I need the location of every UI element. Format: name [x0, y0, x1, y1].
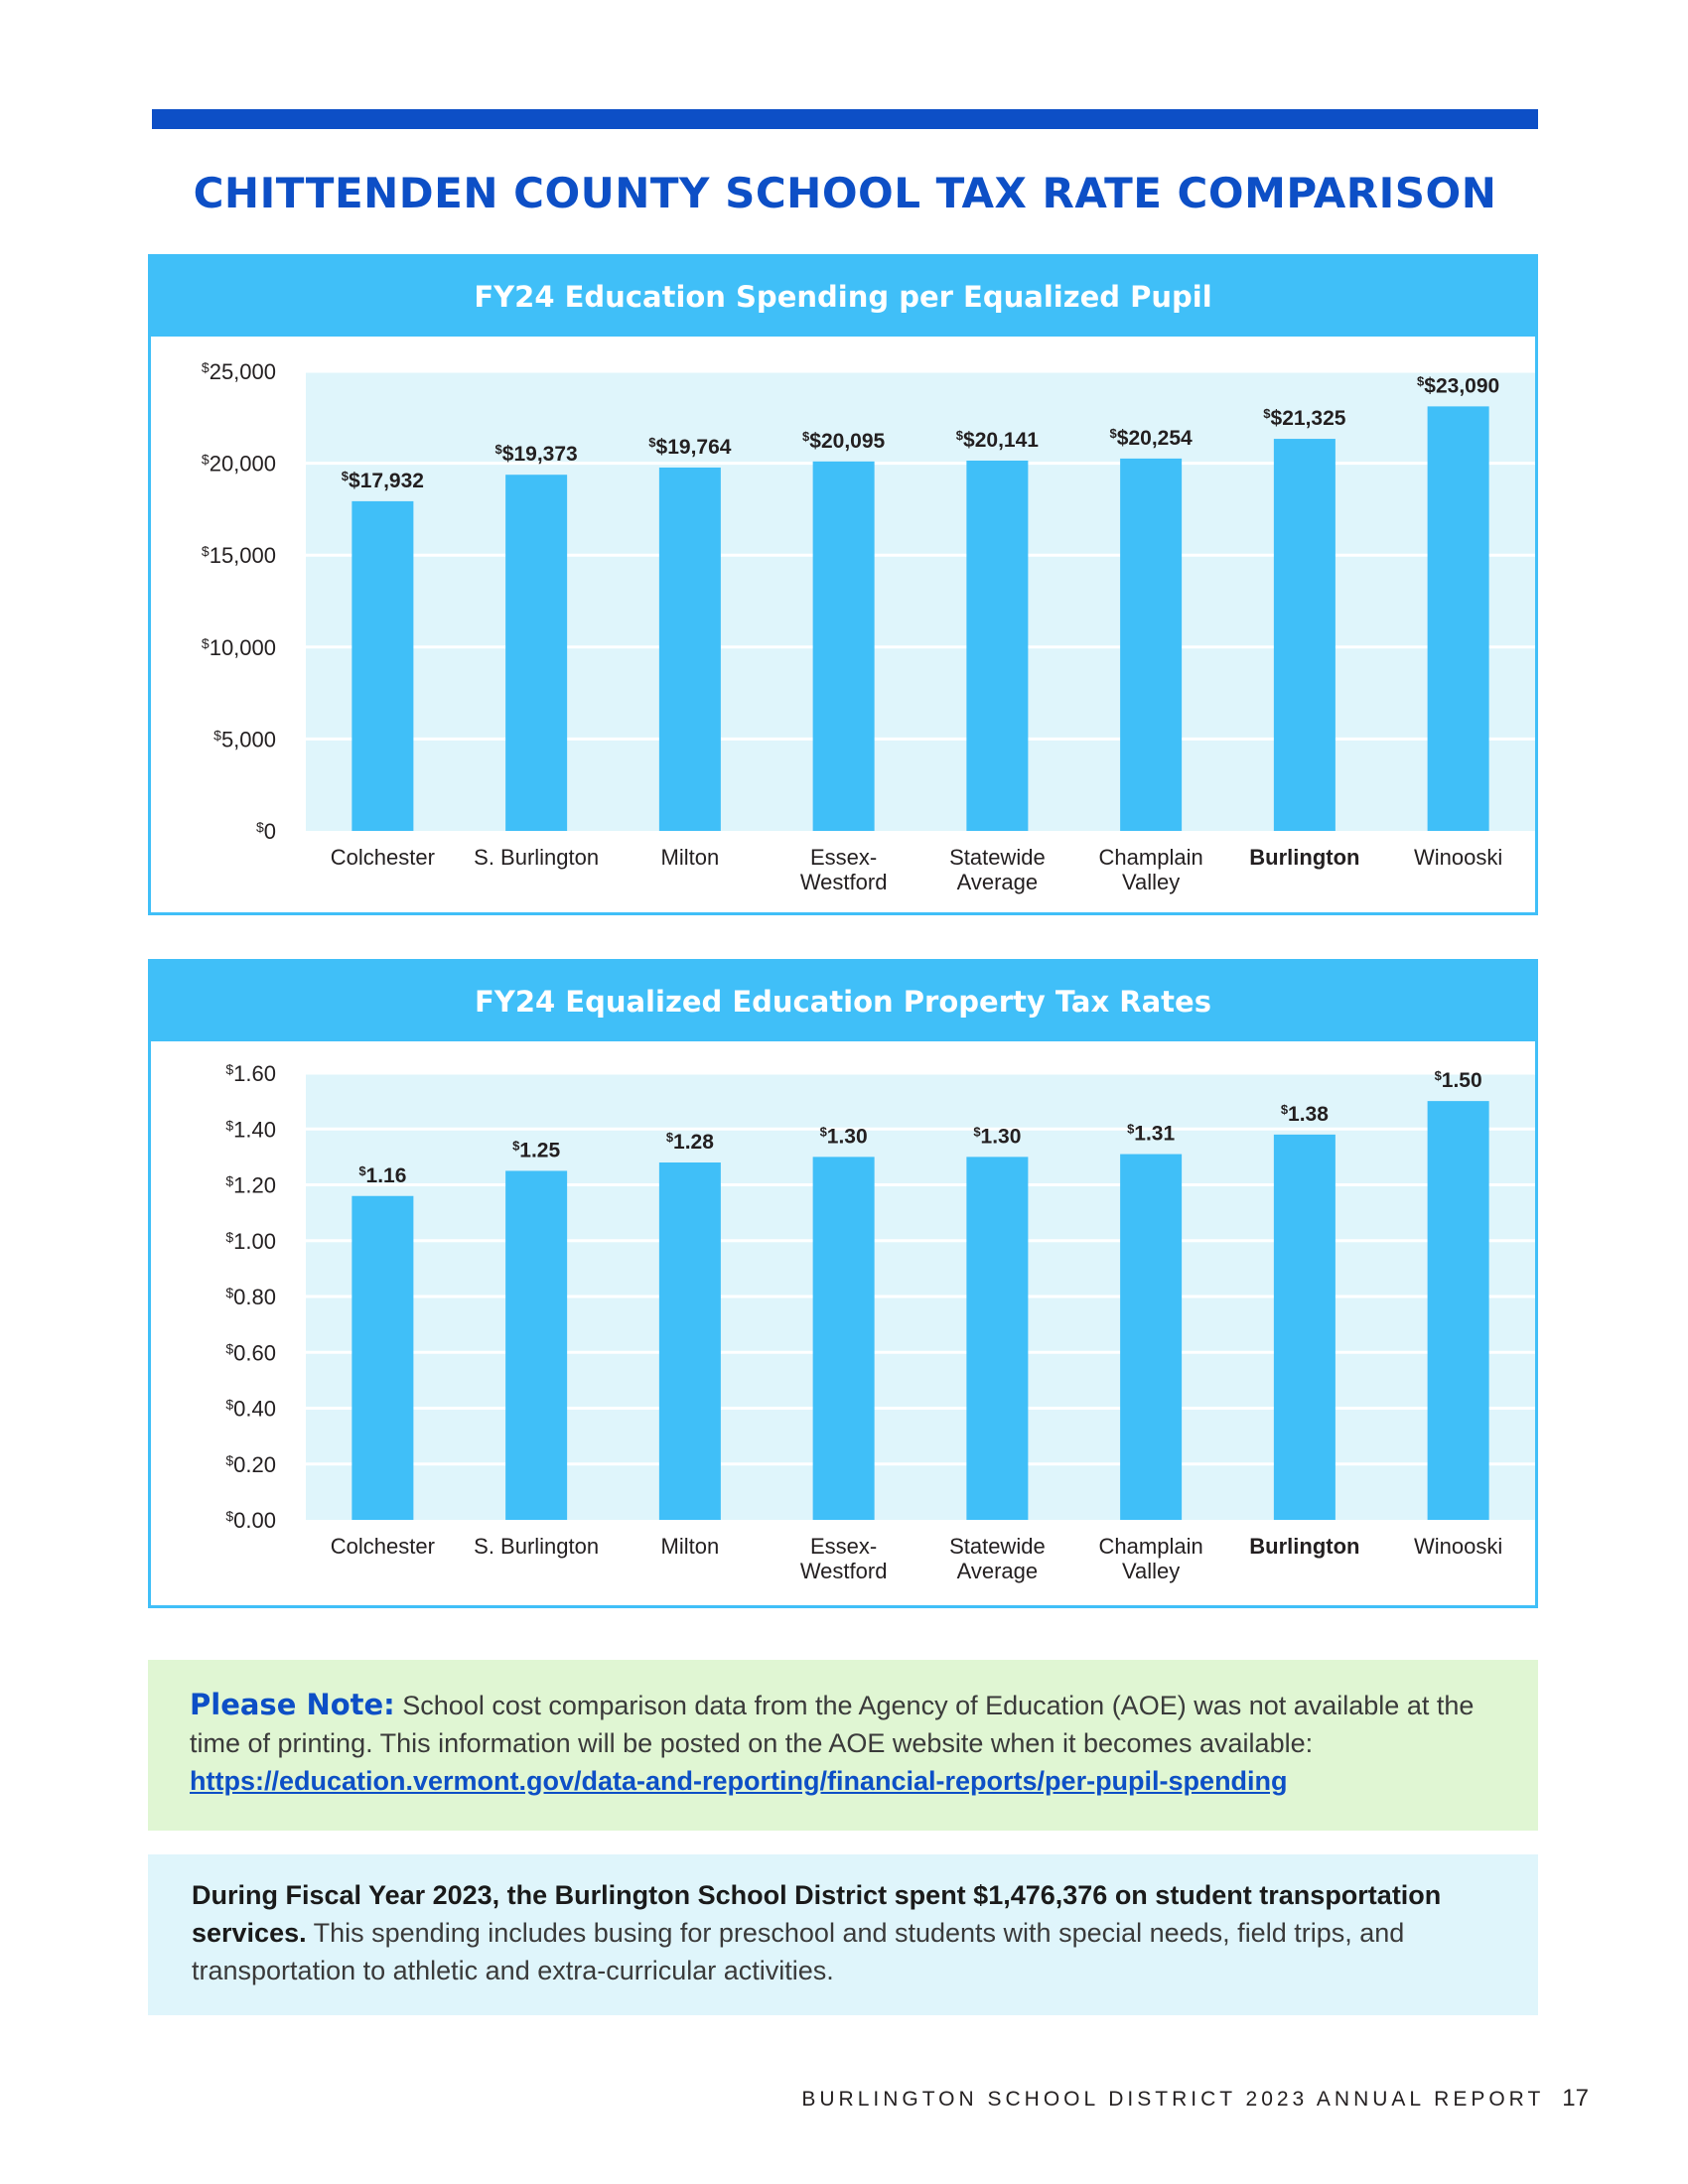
spending-chart — [151, 337, 1535, 912]
y-tick-label-value: 1.60 — [233, 1061, 276, 1086]
y-tick-label — [225, 1117, 276, 1142]
y-tick-label-prefix: $ — [225, 1396, 234, 1413]
x-tick-label: Burlington — [1249, 1534, 1360, 1559]
tax-rate-chart-panel — [148, 959, 1538, 1608]
y-tick-label-prefix: $ — [201, 451, 210, 468]
bar — [1120, 1155, 1182, 1520]
x-tick-label: Winooski — [1414, 845, 1503, 870]
bar — [505, 1170, 567, 1520]
y-tick-label-value: 0.80 — [233, 1285, 276, 1309]
bar — [1274, 439, 1336, 831]
y-tick-label-prefix: $ — [255, 819, 264, 835]
bar-value-label-prefix: $ — [1127, 1121, 1135, 1137]
y-tick-label-prefix: $ — [225, 1117, 234, 1134]
bar-value-label-prefix: $ — [341, 468, 350, 483]
y-tick-label — [256, 819, 276, 844]
bar-value-label-prefix: $ — [494, 442, 502, 458]
y-tick-label — [225, 1452, 276, 1477]
x-tick-label: Valley — [1121, 870, 1181, 894]
x-tick-label: Statewide — [949, 1534, 1046, 1559]
transport-text: This spending includes busing for preschool and students with special needs, field trips, and transportation to athletic and extra-curricular activities. — [192, 1918, 1405, 1985]
bar-value-label-prefix: $ — [1280, 1101, 1289, 1117]
y-tick-label-value: 0 — [263, 819, 276, 844]
bar-value-label — [512, 1138, 560, 1161]
y-tick-label — [225, 1397, 276, 1422]
bar-value-label-value: 1.50 — [1441, 1069, 1482, 1093]
y-tick-label-prefix: $ — [201, 634, 210, 651]
spending-chart-title: FY24 Education Spending per Equalized Pupil — [151, 257, 1535, 337]
x-tick-label: S. Burlington — [474, 845, 600, 870]
y-tick-label — [202, 452, 276, 477]
y-tick-label — [225, 1508, 276, 1533]
bar-value-label-value: 1.28 — [673, 1131, 714, 1154]
bar-value-label-prefix: $ — [819, 1124, 827, 1140]
aoe-per-pupil-link[interactable]: https://education.vermont.gov/data-and-reporting/financial-reports/per-pupil-spending — [190, 1766, 1288, 1796]
bar-value-label-value: $19,373 — [501, 443, 578, 467]
bar-value-label — [820, 1124, 868, 1148]
x-tick-label: Essex- — [810, 845, 878, 870]
bar — [659, 468, 721, 831]
y-tick-label-value: 25,000 — [209, 359, 276, 384]
bar-value-label-prefix: $ — [802, 428, 810, 444]
y-tick-label — [225, 1229, 276, 1254]
x-tick-label: Milton — [660, 845, 720, 870]
bar-value-label-value: $20,254 — [1116, 426, 1193, 450]
bar-value-label — [1281, 1102, 1329, 1126]
y-tick-label-prefix: $ — [225, 1172, 234, 1189]
bar — [352, 1196, 413, 1520]
bar — [659, 1162, 721, 1520]
y-tick-label — [225, 1285, 276, 1309]
bar — [352, 501, 413, 831]
bar-value-label-prefix: $ — [1434, 1068, 1442, 1084]
bar-value-label-prefix: $ — [665, 1130, 674, 1145]
x-tick-label: Westford — [799, 870, 888, 894]
y-tick-label-value: 10,000 — [209, 634, 276, 660]
bar-value-label-value: 1.30 — [826, 1125, 868, 1149]
x-tick-label: Valley — [1121, 1559, 1181, 1583]
y-tick-label-prefix: $ — [225, 1451, 234, 1468]
y-tick-label-prefix: $ — [225, 1340, 234, 1357]
x-tick-label: Colchester — [330, 1534, 435, 1559]
x-tick-label: Essex- — [810, 1534, 878, 1559]
bar — [1428, 406, 1489, 831]
transportation-info-box — [148, 1854, 1538, 2015]
bar-value-label-value: $19,764 — [655, 435, 732, 459]
tax-rate-chart — [151, 1041, 1535, 1605]
y-tick-label — [225, 1340, 276, 1365]
y-tick-label-value: 0.20 — [233, 1451, 276, 1477]
y-tick-label-prefix: $ — [225, 1285, 234, 1300]
bar-value-label-prefix: $ — [1109, 425, 1117, 441]
y-tick-label-value: 15,000 — [209, 543, 276, 569]
bar-value-label — [358, 1163, 406, 1187]
top-rule — [152, 109, 1538, 129]
y-tick-label-prefix: $ — [225, 1508, 234, 1524]
plot-area — [306, 371, 1535, 831]
y-tick-label-prefix: $ — [225, 1228, 234, 1245]
bar — [813, 462, 875, 831]
bar-value-label — [956, 428, 1039, 452]
bar — [966, 1157, 1028, 1520]
spending-chart-panel — [148, 254, 1538, 915]
bar-value-label-value: 1.25 — [519, 1139, 561, 1162]
bar-value-label-value: 1.16 — [365, 1163, 407, 1187]
y-tick-label — [202, 359, 276, 384]
bar-value-label-prefix: $ — [1263, 406, 1271, 422]
bar-value-label-prefix: $ — [358, 1162, 366, 1178]
bar-value-label — [648, 435, 731, 459]
bar-value-label-value: $20,141 — [963, 428, 1039, 452]
y-tick-label-value: 1.00 — [233, 1228, 276, 1254]
bar-value-label — [802, 429, 885, 453]
bar-value-label — [666, 1130, 714, 1154]
bar — [1120, 459, 1182, 831]
bar-value-label-prefix: $ — [648, 434, 656, 450]
bar-value-label — [342, 469, 424, 492]
bar-value-label-value: 1.38 — [1288, 1102, 1329, 1126]
footer-report-title: BURLINGTON SCHOOL DISTRICT 2023 ANNUAL REPORT — [801, 2088, 1545, 2111]
y-tick-label-prefix: $ — [201, 359, 210, 375]
page-title: CHITTENDEN COUNTY SCHOOL TAX RATE COMPARISON — [193, 169, 1497, 217]
bar — [1274, 1135, 1336, 1520]
bar-value-label-value: $20,095 — [809, 429, 886, 453]
bar — [1428, 1101, 1489, 1520]
x-tick-label: Champlain — [1098, 845, 1203, 870]
bar-value-label-value: $17,932 — [349, 469, 424, 492]
tax-rate-chart-title: FY24 Equalized Education Property Tax Rates — [151, 962, 1535, 1041]
bar-value-label-value: $23,090 — [1424, 374, 1500, 398]
x-tick-label: Winooski — [1414, 1534, 1503, 1559]
y-tick-label — [213, 727, 276, 751]
y-tick-label-prefix: $ — [201, 543, 210, 560]
bar-value-label-prefix: $ — [1417, 373, 1425, 389]
bar-value-label — [495, 442, 578, 466]
note-label: Please Note: — [190, 1688, 395, 1721]
note-text: School cost comparison data from the Agency of Education (AOE) was not available at the time of printing. This information will be posted on the AOE website when it becomes available: — [190, 1691, 1475, 1758]
bar-value-label-prefix: $ — [512, 1138, 520, 1154]
bar-value-label-value: $21,325 — [1270, 407, 1346, 431]
bar-value-label — [1435, 1068, 1482, 1092]
bar-value-label — [1417, 373, 1499, 397]
bar-value-label-prefix: $ — [955, 427, 964, 443]
bar — [505, 475, 567, 831]
y-tick-label — [202, 543, 276, 568]
page-number: 17 — [1562, 2085, 1589, 2112]
transport-bold-text: During Fiscal Year 2023, the Burlington School District spent $1,476,376 on student transportation services. — [192, 1880, 1442, 1948]
bar-value-label — [973, 1124, 1021, 1148]
x-tick-label: Colchester — [330, 845, 435, 870]
y-tick-label-prefix: $ — [225, 1061, 234, 1077]
bar-value-label — [1263, 406, 1345, 430]
x-tick-label: Average — [956, 1559, 1039, 1583]
bar — [966, 461, 1028, 831]
y-tick-label-prefix: $ — [213, 727, 221, 744]
y-tick-label — [202, 635, 276, 660]
y-tick-label-value: 1.20 — [233, 1172, 276, 1198]
x-tick-label: Westford — [799, 1559, 888, 1583]
x-tick-label: Champlain — [1098, 1534, 1203, 1559]
please-note-box — [148, 1660, 1538, 1831]
x-tick-label: S. Burlington — [474, 1534, 600, 1559]
bar-value-label-prefix: $ — [973, 1124, 981, 1140]
bar-value-label — [1127, 1122, 1175, 1146]
y-tick-label-value: 1.40 — [233, 1117, 276, 1143]
page-footer — [695, 2085, 1589, 2113]
x-tick-label: Statewide — [949, 845, 1046, 870]
y-tick-label-value: 0.40 — [233, 1396, 276, 1422]
bar-value-label — [1110, 426, 1193, 450]
x-tick-label: Average — [956, 870, 1039, 894]
y-tick-label-value: 20,000 — [209, 451, 276, 477]
bar-value-label-value: 1.30 — [980, 1125, 1022, 1149]
x-tick-label: Milton — [660, 1534, 720, 1559]
y-tick-label — [225, 1061, 276, 1086]
y-tick-label-value: 0.00 — [233, 1508, 276, 1533]
y-tick-label-value: 5,000 — [220, 727, 276, 752]
bar — [813, 1157, 875, 1520]
y-tick-label — [225, 1173, 276, 1198]
x-tick-label: Burlington — [1249, 845, 1360, 870]
y-tick-label-value: 0.60 — [233, 1340, 276, 1366]
bar-value-label-value: 1.31 — [1134, 1122, 1176, 1146]
